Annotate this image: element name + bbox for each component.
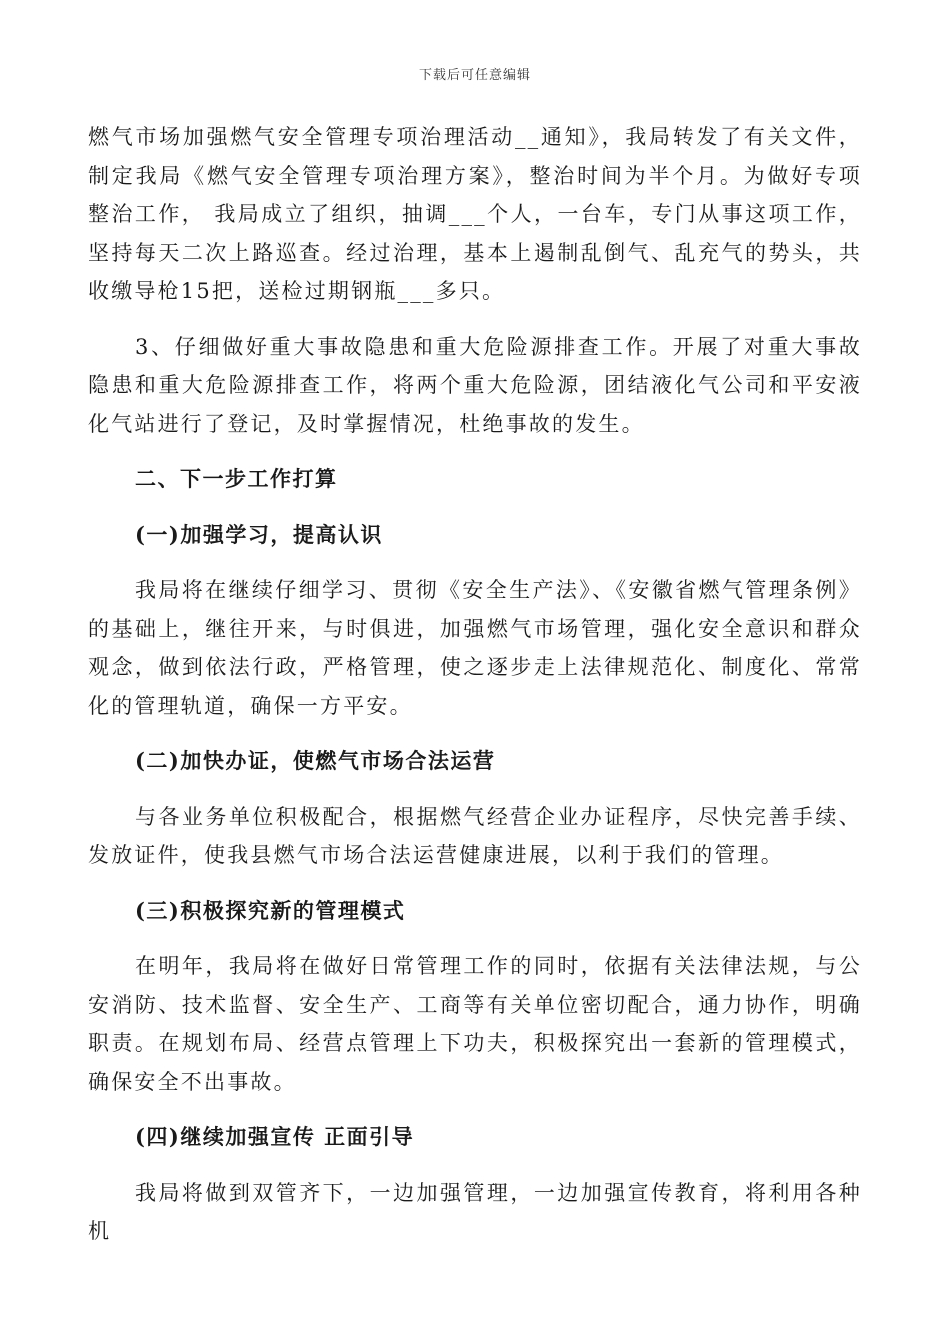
subheading-1: (一)加强学习，提高认识	[135, 521, 383, 547]
subheading-3: (三)积极探究新的管理模式	[135, 897, 406, 923]
subheading-4: (四)继续加强宣传 正面引导	[135, 1124, 415, 1149]
paragraph-4: 与各业务单位积极配合，根据燃气经营企业办证程序，尽快完善手续、发放证件，使我县燃气市场合法运营健康进展，以利于我们的管理。	[88, 804, 862, 867]
subheading-2: (二)加快办证，使燃气市场合法运营	[135, 748, 496, 773]
section-heading-2: 二、下一步工作打算	[135, 466, 338, 491]
document-body	[88, 118, 862, 1268]
header-note: 下载后可任意编辑	[418, 68, 531, 83]
paragraph-3: 我局将在继续仔细学习、贯彻《安全生产法》、《安徽省燃气管理条例》的基础上，继往开来，与时俱进，加强燃气市场管理，强化安全意识和群众观念，做到依法行政，严格管理，使之逐步走上法律规范化、制度化、常常化的管理轨道，确保一方平安。	[88, 578, 862, 718]
paragraph-1: 燃气市场加强燃气安全管理专项治理活动__通知》，我局转发了有关文件，制定我局《燃气安全管理专项治理方案》，整治时间为半个月。为做好专项整治工作， 我局成立了组织，抽调___个人，一台车，专门从事这项工作，坚持每天二次上路巡查。经过治理，基本上遏制乱倒气、乱充气的势头，共收缴导枪15把，送检过期钢瓶___多只。	[88, 125, 862, 303]
paragraph-6: 我局将做到双管齐下，一边加强管理，一边加强宣传教育，将利用各种机	[88, 1180, 862, 1243]
paragraph-2: 3、仔细做好重大事故隐患和重大危险源排查工作。开展了对重大事故隐患和重大危险源排查工作，将两个重大危险源，团结液化气公司和平安液化气站进行了登记，及时掌握情况，杜绝事故的发生。	[88, 334, 862, 436]
paragraph-5: 在明年，我局将在做好日常管理工作的同时，依据有关法律法规，与公安消防、技术监督、安全生产、工商等有关单位密切配合，通力协作，明确职责。在规划布局、经营点管理上下功夫，积极探究出一套新的管理模式，确保安全不出事故。	[88, 954, 862, 1094]
